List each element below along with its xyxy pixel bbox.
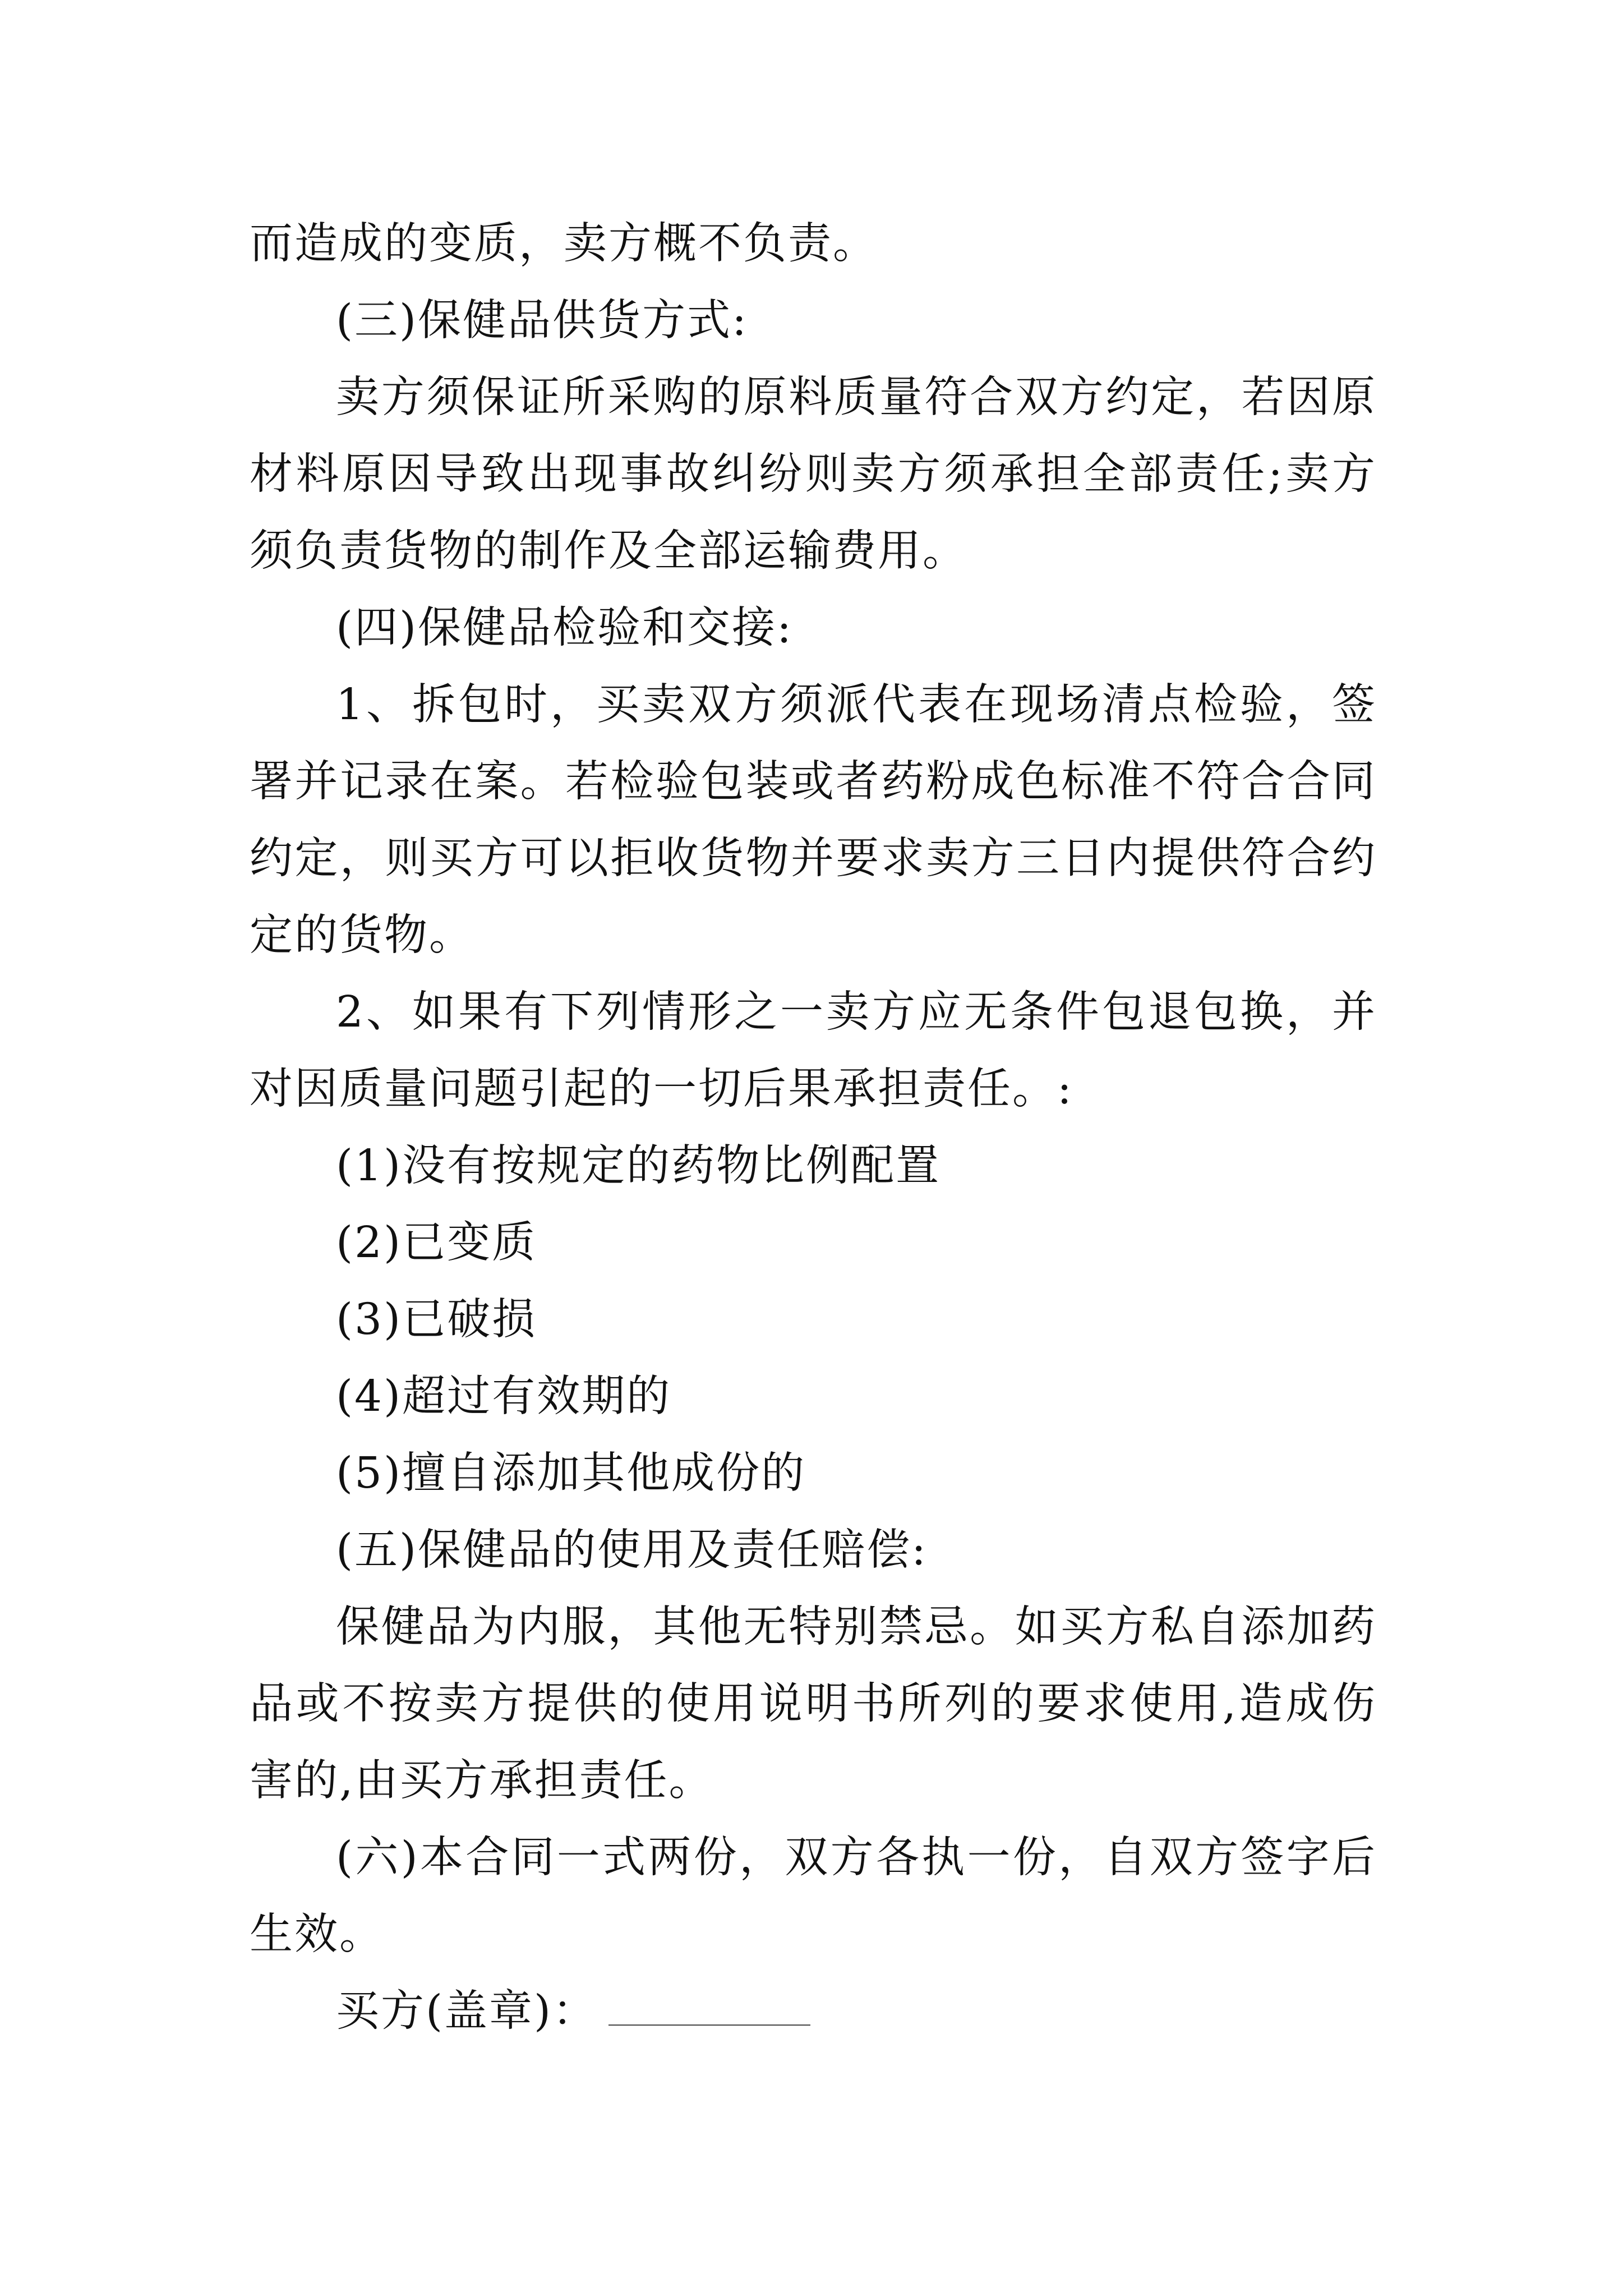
buyer-signature-label: 买方(盖章)： [336,1986,598,2036]
paragraph-copies-effect: (六)本合同一式两份，双方各执一份，自双方签字后生效。 [250,1833,1377,1959]
section-heading-inspection: (四)保健品检验和交接: [336,603,794,653]
paragraph-usage-liability: 保健品为内服，其他无特别禁忌。如买方私自添加药品或不按卖方提供的使用说明书所列的要求使用,造成伤害的,由买方承担责任。 [250,1602,1377,1806]
buyer-signature-line [250,1973,1377,2050]
section-heading-supply-method: (三)保健品供货方式: [336,296,749,346]
signature-blank [608,2024,810,2026]
list-item-damaged: (3)已破损 [336,1295,537,1345]
document-body [250,205,1377,2050]
paragraph-return-conditions: 2、如果有下列情形之一卖方应无条件包退包换，并对因质量问题引起的一切后果承担责任。: [250,987,1377,1114]
paragraph-continuation: 而造成的变质，卖方概不负责。 [250,219,878,269]
list-item-ratio: (1)没有按规定的药物比例配置 [336,1141,941,1191]
list-item-expired: (4)超过有效期的 [336,1372,672,1421]
paragraph-material-quality: 卖方须保证所采购的原料质量符合双方约定，若因原材料原因导致出现事故纠纷则卖方须承担全部责任;卖方须负责货物的制作及全部运输费用。 [250,372,1377,576]
section-heading-usage-liability: (五)保健品的使用及责任赔偿: [336,1525,928,1575]
paragraph-unpacking-inspection: 1、拆包时，买卖双方须派代表在现场清点检验，签署并记录在案。若检验包装或者药粉成色标准不符合合同约定，则买方可以拒收货物并要求卖方三日内提供符合约定的货物。 [250,680,1377,960]
list-item-deteriorated: (2)已变质 [336,1218,537,1268]
list-item-additives: (5)擅自添加其他成份的 [336,1448,806,1498]
